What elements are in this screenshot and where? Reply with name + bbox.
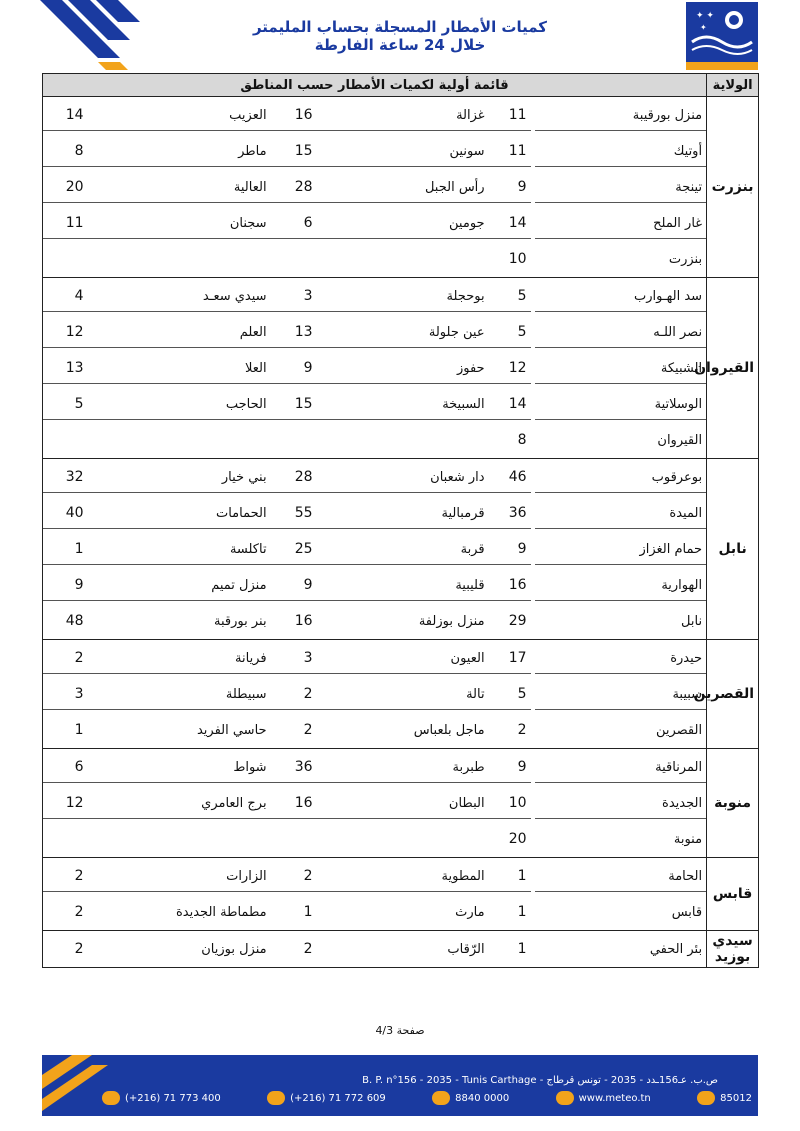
station-value: 17	[489, 640, 531, 677]
website-link[interactable]	[556, 1091, 651, 1105]
table-row	[43, 422, 759, 459]
station-value: 15	[271, 133, 317, 169]
station-name: قابس	[531, 894, 707, 931]
table-row	[43, 531, 759, 567]
station-value: 10	[489, 241, 531, 278]
station-name: بنر بورقبة	[88, 603, 271, 640]
station-name: قرمبالية	[317, 495, 489, 531]
station-value: 36	[489, 495, 531, 531]
station-name: السبيخة	[317, 386, 489, 422]
station-name	[88, 422, 271, 459]
phone-text: (+216) 71 773 400	[125, 1092, 221, 1104]
station-name: سبيطلة	[88, 676, 271, 712]
station-value: 11	[489, 97, 531, 134]
station-name: منزل بوزيان	[88, 931, 271, 968]
sms-text: 85012	[720, 1092, 752, 1104]
page-title	[200, 18, 600, 54]
station-value: 12	[489, 350, 531, 386]
station-value: 40	[43, 495, 88, 531]
table-row	[43, 858, 759, 895]
station-name: بوعرقوب	[531, 459, 707, 496]
fax-contact[interactable]	[267, 1091, 386, 1105]
fax-icon	[267, 1091, 285, 1105]
page-number: صفحة 4/3	[375, 1024, 425, 1037]
table-row	[43, 712, 759, 749]
governorate-name: قابس	[707, 858, 759, 931]
table-row	[43, 603, 759, 640]
station-name: المطوية	[317, 858, 489, 895]
table-row	[43, 97, 759, 134]
station-value: 25	[271, 531, 317, 567]
station-name: العيون	[317, 640, 489, 677]
station-name: البطان	[317, 785, 489, 821]
institute-logo-icon	[686, 2, 758, 70]
station-value: 5	[43, 386, 88, 422]
table-row	[43, 640, 759, 677]
footer-stripes-decoration	[42, 1055, 192, 1116]
station-name: سيدي سعـد	[88, 278, 271, 315]
station-name: أوتيك	[531, 133, 707, 169]
station-value: 2	[271, 676, 317, 712]
station-name: رأس الجبل	[317, 169, 489, 205]
governorate-name: القصرين	[707, 640, 759, 749]
station-name: غار الملح	[531, 205, 707, 241]
station-value: 1	[489, 931, 531, 968]
fax-text: (+216) 71 772 609	[290, 1092, 386, 1104]
station-value: 12	[43, 314, 88, 350]
station-value: 12	[43, 785, 88, 821]
station-name: الميدة	[531, 495, 707, 531]
table-row	[43, 241, 759, 278]
green-number-text: 8840 0000	[455, 1092, 510, 1104]
station-value: 4	[43, 278, 88, 315]
station-name: سجنان	[88, 205, 271, 241]
svg-text:✦: ✦	[700, 23, 707, 32]
station-name: حيدرة	[531, 640, 707, 677]
station-name: الجديدة	[531, 785, 707, 821]
station-value: 28	[271, 459, 317, 496]
station-name: سبيبة	[531, 676, 707, 712]
station-name: قربة	[317, 531, 489, 567]
footer-bar	[42, 1055, 758, 1116]
table-row	[43, 931, 759, 968]
station-name: منوبة	[531, 821, 707, 858]
station-name	[317, 821, 489, 858]
globe-icon	[556, 1091, 574, 1105]
station-value	[271, 422, 317, 459]
station-name: ماطر	[88, 133, 271, 169]
table-row	[43, 278, 759, 315]
station-name: العالية	[88, 169, 271, 205]
station-value: 11	[43, 205, 88, 241]
station-name: فريانة	[88, 640, 271, 677]
station-value: 1	[489, 894, 531, 931]
station-value: 28	[271, 169, 317, 205]
station-value: 16	[271, 97, 317, 134]
station-name: قليبية	[317, 567, 489, 603]
station-value: 6	[43, 749, 88, 786]
table-row	[43, 821, 759, 858]
station-name: دار شعبان	[317, 459, 489, 496]
station-value: 8	[43, 133, 88, 169]
header-stripes-decoration	[0, 0, 170, 80]
station-value: 16	[271, 785, 317, 821]
station-value: 9	[43, 567, 88, 603]
station-name	[317, 422, 489, 459]
station-value: 14	[43, 97, 88, 134]
station-value: 1	[43, 712, 88, 749]
station-name: تاكلسة	[88, 531, 271, 567]
station-name: برج العامري	[88, 785, 271, 821]
table-row	[43, 350, 759, 386]
table-row	[43, 133, 759, 169]
table-row	[43, 894, 759, 931]
station-name: عين جلولة	[317, 314, 489, 350]
station-name: طبربة	[317, 749, 489, 786]
station-name: حمام الغزاز	[531, 531, 707, 567]
station-name: بنزرت	[531, 241, 707, 278]
table-row	[43, 205, 759, 241]
station-name: المرناقية	[531, 749, 707, 786]
station-value: 1	[271, 894, 317, 931]
station-value: 2	[271, 858, 317, 895]
station-value: 11	[489, 133, 531, 169]
station-value	[271, 241, 317, 278]
station-name: العلا	[88, 350, 271, 386]
station-value: 9	[489, 749, 531, 786]
station-value: 9	[489, 531, 531, 567]
station-value: 5	[489, 314, 531, 350]
station-name	[317, 241, 489, 278]
station-name: تالة	[317, 676, 489, 712]
station-value: 13	[43, 350, 88, 386]
station-name: ماجل بلعباس	[317, 712, 489, 749]
station-value	[43, 821, 88, 858]
phone-icon	[102, 1091, 120, 1105]
station-value: 1	[489, 858, 531, 895]
title-line-1: كميات الأمطار المسجلة بحساب المليمتر	[252, 18, 548, 36]
station-name: بوحجلة	[317, 278, 489, 315]
rainfall-table	[42, 73, 759, 968]
station-name	[88, 821, 271, 858]
station-value: 6	[271, 205, 317, 241]
station-name: العزيب	[88, 97, 271, 134]
station-value: 2	[43, 640, 88, 677]
station-value: 16	[489, 567, 531, 603]
station-name: شواط	[88, 749, 271, 786]
station-name: سد الهـوارب	[531, 278, 707, 315]
station-value: 46	[489, 459, 531, 496]
station-name: الرّقاب	[317, 931, 489, 968]
table-row	[43, 314, 759, 350]
station-value: 16	[271, 603, 317, 640]
station-value	[43, 422, 88, 459]
green-number-contact[interactable]	[432, 1091, 509, 1105]
table-row	[43, 386, 759, 422]
footer-address: B. P. n°156 - 2035 - Tunis Carthage - ص.ب. عـ156ـدد - 2035 - تونس قرطاج	[362, 1075, 718, 1086]
station-name: الزارات	[88, 858, 271, 895]
station-value: 3	[271, 278, 317, 315]
table-row	[43, 749, 759, 786]
station-value: 20	[489, 821, 531, 858]
station-name: القيروان	[531, 422, 707, 459]
station-value: 3	[271, 640, 317, 677]
station-name: الحامة	[531, 858, 707, 895]
station-name: حفوز	[317, 350, 489, 386]
station-value: 55	[271, 495, 317, 531]
station-value: 5	[489, 676, 531, 712]
station-name: القصرين	[531, 712, 707, 749]
station-value: 2	[43, 931, 88, 968]
station-name: الحاجب	[88, 386, 271, 422]
header-governorate: الولاية	[707, 74, 759, 97]
station-value: 2	[271, 712, 317, 749]
station-value: 9	[271, 567, 317, 603]
table-row	[43, 495, 759, 531]
station-name: بني خيار	[88, 459, 271, 496]
governorate-name: منوبة	[707, 749, 759, 858]
station-name: الوسلاتية	[531, 386, 707, 422]
station-name: حاسي الفريد	[88, 712, 271, 749]
phone-contact[interactable]	[102, 1091, 221, 1105]
chat-icon	[432, 1091, 450, 1105]
station-value: 14	[489, 205, 531, 241]
station-name: مطماطة الجديدة	[88, 894, 271, 931]
governorate-name: القيروان	[707, 278, 759, 459]
station-value: 1	[43, 531, 88, 567]
station-name: نابل	[531, 603, 707, 640]
svg-text:✦ ✦: ✦ ✦	[696, 11, 714, 21]
station-name: غزالة	[317, 97, 489, 134]
station-value: 5	[489, 278, 531, 315]
station-value: 2	[43, 858, 88, 895]
station-value: 9	[271, 350, 317, 386]
station-value: 9	[489, 169, 531, 205]
header-list-title: قائمة أولية لكميات الأمطار حسب المناطق	[43, 74, 707, 97]
website-text: www.meteo.tn	[578, 1092, 651, 1104]
station-name: منزل بورقيبة	[531, 97, 707, 134]
station-name: الشبيكة	[531, 350, 707, 386]
station-value: 32	[43, 459, 88, 496]
station-value: 2	[43, 894, 88, 931]
table-row	[43, 169, 759, 205]
station-name: منزل بوزلفة	[317, 603, 489, 640]
station-value: 8	[489, 422, 531, 459]
table-row	[43, 567, 759, 603]
station-value: 20	[43, 169, 88, 205]
station-value: 15	[271, 386, 317, 422]
station-value: 13	[271, 314, 317, 350]
station-name: نصر اللـه	[531, 314, 707, 350]
station-name: العلم	[88, 314, 271, 350]
governorate-name: بنزرت	[707, 97, 759, 278]
station-value: 29	[489, 603, 531, 640]
station-value: 2	[489, 712, 531, 749]
governorate-name: سيدي بوزيد	[707, 931, 759, 968]
table-header-row	[43, 74, 759, 97]
station-value: 2	[271, 931, 317, 968]
station-name: الهوارية	[531, 567, 707, 603]
title-line-2: خلال 24 ساعة الفارطة	[314, 36, 486, 54]
sms-icon	[697, 1091, 715, 1105]
governorate-name: نابل	[707, 459, 759, 640]
station-name: منزل تميم	[88, 567, 271, 603]
footer-contacts	[102, 1091, 752, 1105]
station-value	[271, 821, 317, 858]
station-value: 48	[43, 603, 88, 640]
station-name: الحمامات	[88, 495, 271, 531]
table-row	[43, 459, 759, 496]
station-name: جومين	[317, 205, 489, 241]
table-row	[43, 785, 759, 821]
station-name: بئر الحفي	[531, 931, 707, 968]
sms-contact[interactable]	[697, 1091, 752, 1105]
station-name: سونين	[317, 133, 489, 169]
station-name: تينجة	[531, 169, 707, 205]
station-value: 14	[489, 386, 531, 422]
station-name	[88, 241, 271, 278]
station-value: 3	[43, 676, 88, 712]
station-value: 36	[271, 749, 317, 786]
station-name: مارث	[317, 894, 489, 931]
station-value: 10	[489, 785, 531, 821]
table-row	[43, 676, 759, 712]
station-value	[43, 241, 88, 278]
